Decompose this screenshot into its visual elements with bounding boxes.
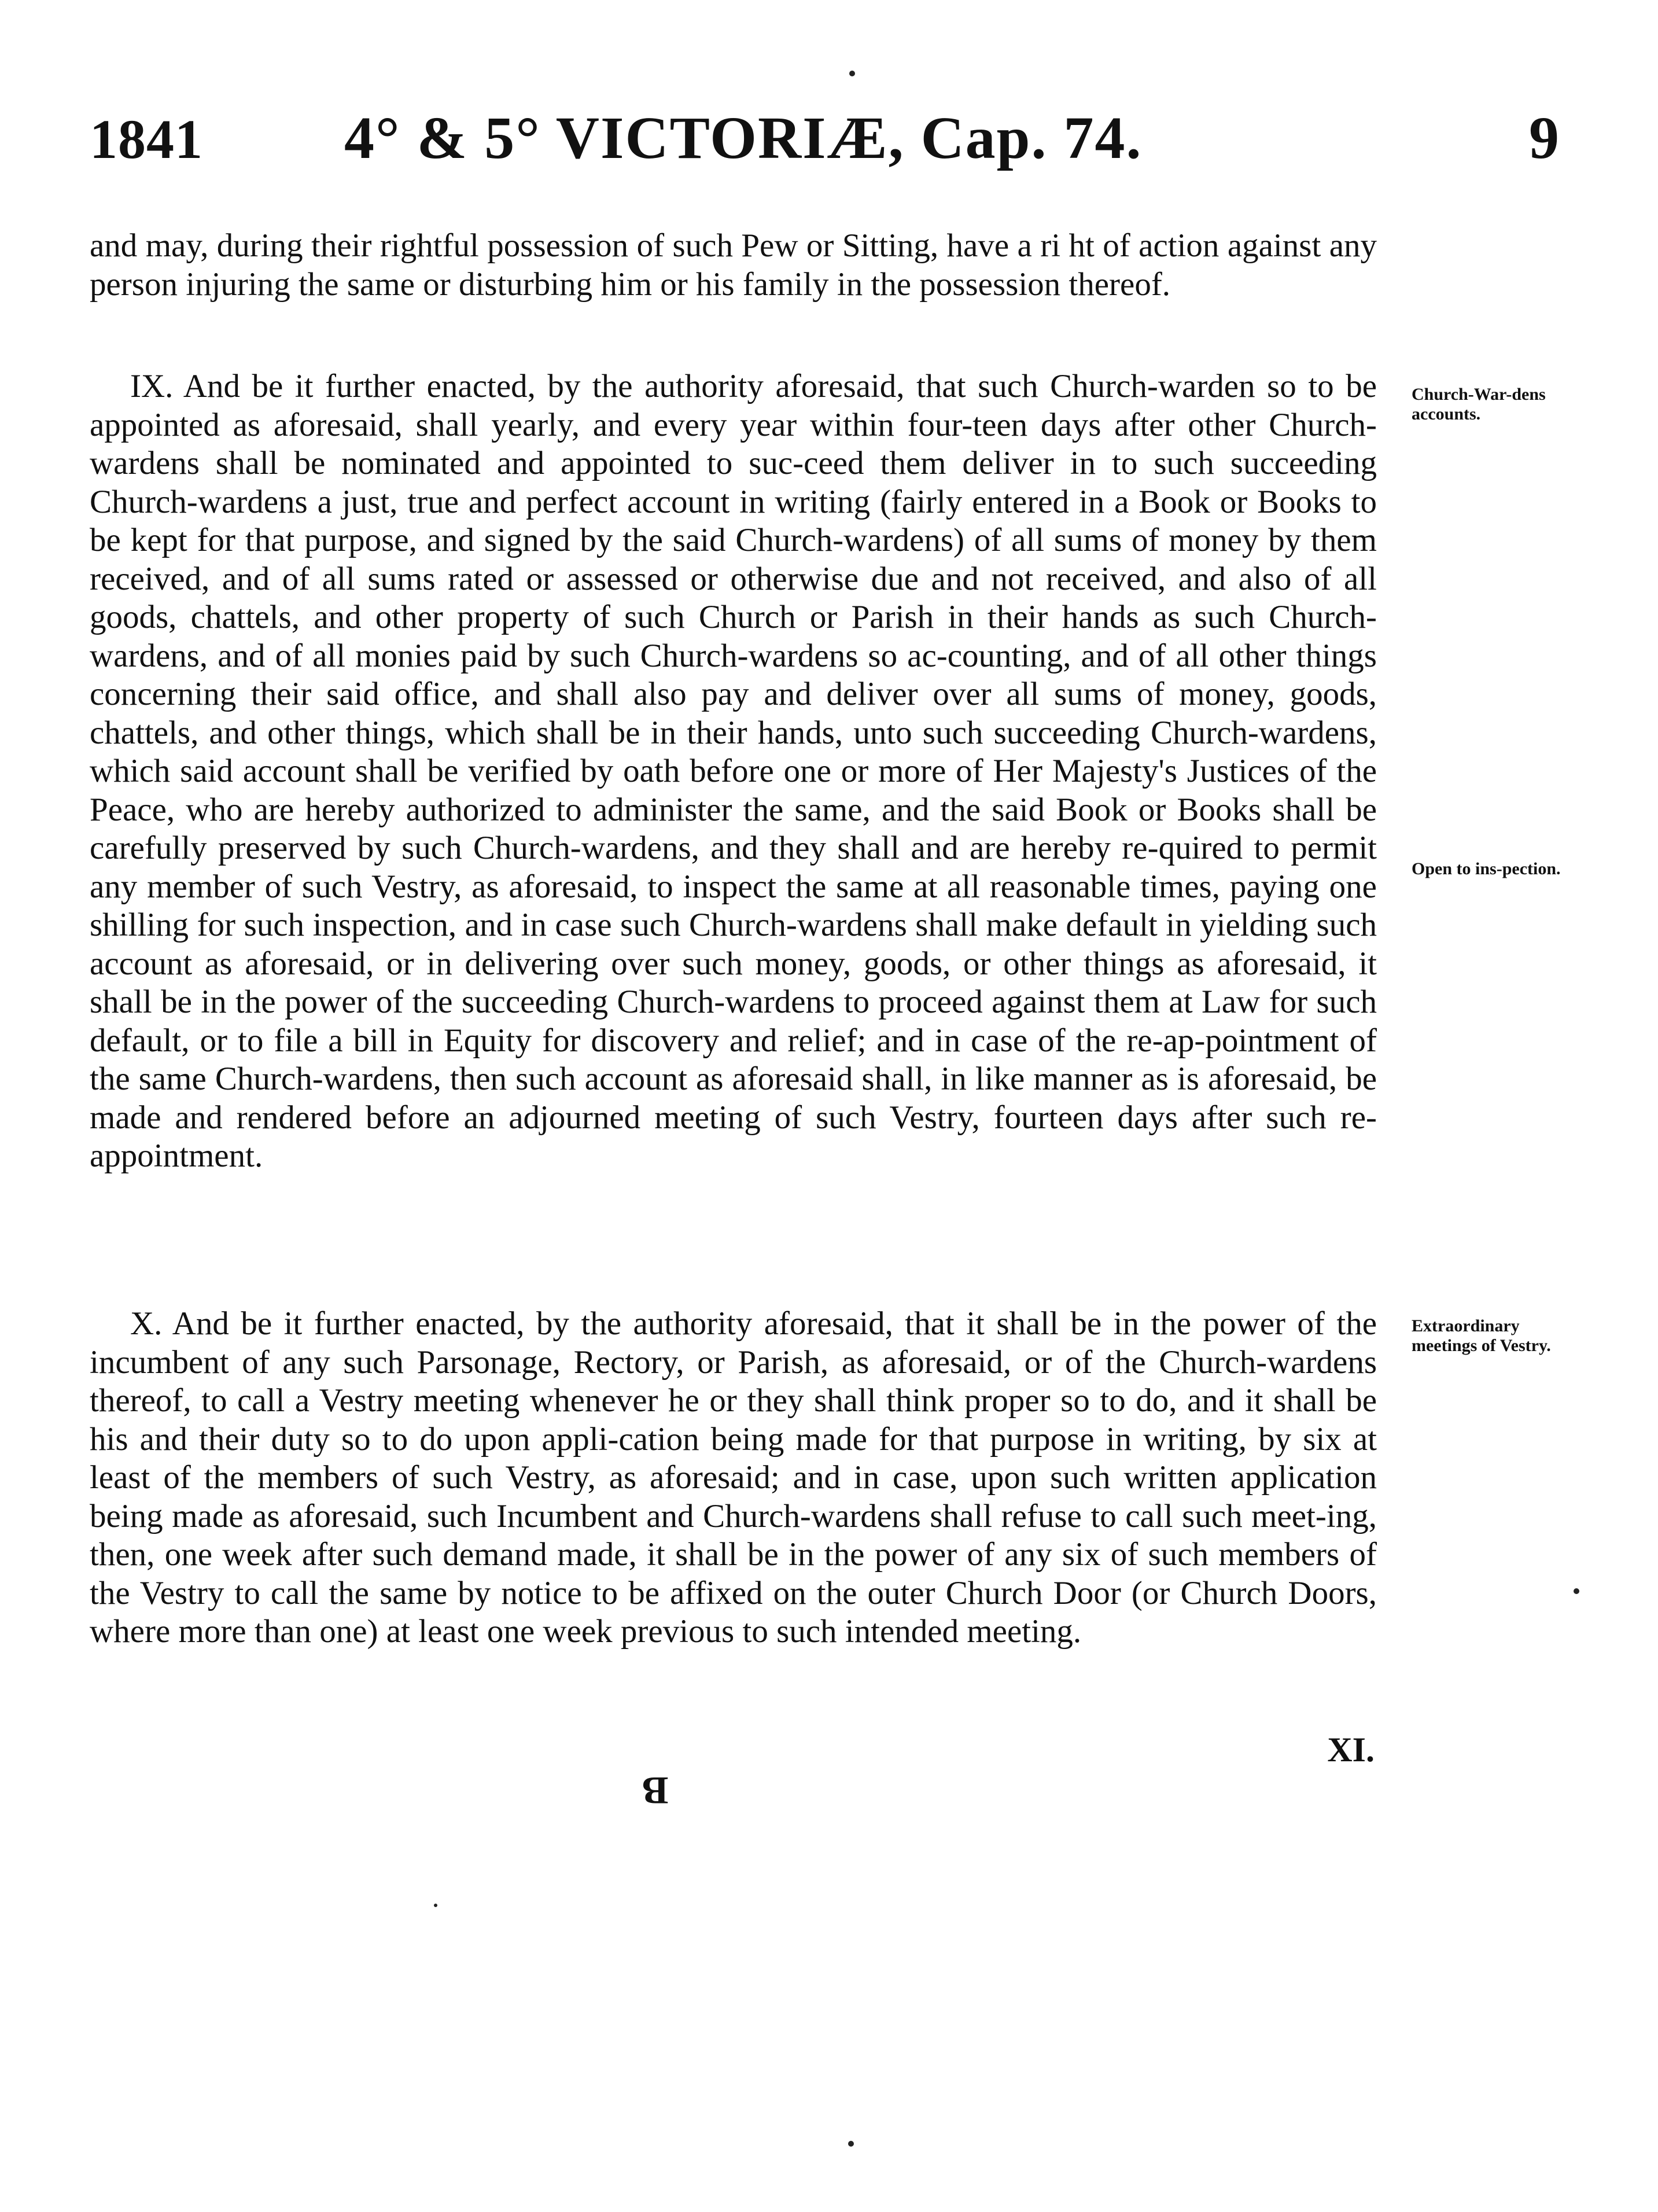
paragraph-continuation: and may, during their rightful possession of such Pew or Sitting, have a ri ht of action against any person injuring the same or disturbing him or his family in the possession thereof. xyxy=(90,227,1377,303)
print-speck xyxy=(849,71,855,76)
header-year: 1841 xyxy=(90,108,203,170)
catchword: XI. xyxy=(1327,1731,1375,1769)
signature-mark: B xyxy=(642,1769,669,1813)
print-speck xyxy=(1574,1588,1579,1594)
section-x-paragraph: X. And be it further enacted, by the authority aforesaid, that it shall be in the power of the incumbent of any such Parsonage, Rectory, or Parish, as aforesaid, or of the Church-wardens thereof, to call a Vestry meeting whenever he or they shall think proper so to do, and it shall be his and their duty so to do upon appli-cation being made for that purpose in writing, by six at least of the members of such Vestry, as aforesaid; and in case, upon such written application being made as aforesaid, such Incumbent and Church-wardens shall refuse to call such meet-ing, then, one week after such demand made, it shall be in the power of any six of such members of the Vestry to call the same by notice to be affixed on the outer Church Door (or Church Doors, where more than one) at least one week previous to such intended meeting. xyxy=(90,1305,1377,1650)
print-speck xyxy=(848,2141,854,2147)
marginal-note-accounts: Church-War-dens accounts. xyxy=(1412,385,1546,424)
page-number: 9 xyxy=(1529,105,1559,171)
section-ix-paragraph: IX. And be it further enacted, by the authority aforesaid, that such Church-warden so to be appointed as aforesaid, shall yearly, and every year within four-teen days after other Church-wardens shall be nominated and appointed to suc-ceed them deliver in to such succeeding Church-wardens a just, true and perfect account in writing (fairly entered in a Book or Books to be kept for that purpose, and signed by the said Church-wardens) of all sums of money by them received, and of all sums rated or assessed or otherwise due and not received, and also of all goods, chattels, and other property of such Church or Parish in their hands as such Church-wardens, and of all monies paid by such Church-wardens so ac-counting, and of all other things concerning their said office, and shall also pay and deliver over all sums of money, goods, chattels, and other things, which shall be in their hands, unto such succeeding Church-wardens, which said account shall be verified by oath before one or more of Her Majesty's Justices of the Peace, who are hereby authorized to administer the same, and the said Book or Books shall be carefully preserved by such Church-wardens, and they shall and are hereby re-quired to permit any member of such Vestry, as aforesaid, to inspect the same at all reasonable times, paying one shilling for such inspection, and in case such Church-wardens shall make default in yielding such account as aforesaid, or in delivering over such money, goods, or other things as aforesaid, it shall be in the power of the succeeding Church-wardens to proceed against them at Law for such default, or to file a bill in Equity for discovery and relief; and in case of the re-ap-pointment of the same Church-wardens, then such account as aforesaid shall, in like manner as is aforesaid, be made and rendered before an adjourned meeting of such Vestry, fourteen days after such re-appointment. xyxy=(90,368,1377,1174)
running-header xyxy=(90,107,1559,188)
header-title: 4° & 5° VICTORIÆ, Cap. 74. xyxy=(344,105,1143,171)
marginal-note-inspection: Open to ins-pection. xyxy=(1412,859,1561,878)
print-speck xyxy=(434,1904,437,1907)
marginal-note-extraordinary-meetings: Extraordinary meetings of Vestry. xyxy=(1412,1316,1551,1355)
